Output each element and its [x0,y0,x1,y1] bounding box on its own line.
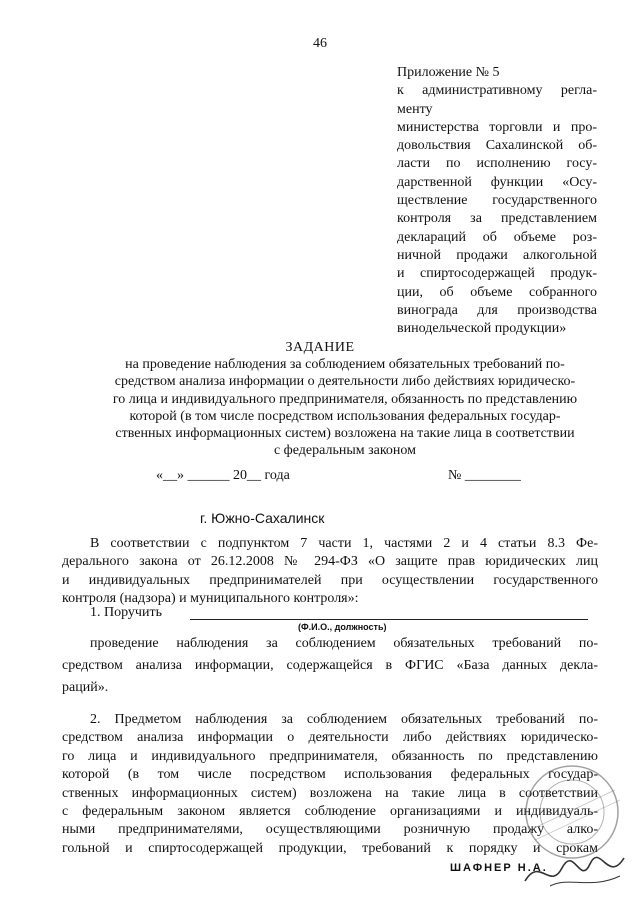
appendix-line: винограда для производства [397,302,597,318]
document-subtitle [80,356,610,460]
date-field: «__» ______ 20__ года [156,468,290,483]
appendix-line: дарственной функции «Осу- [397,174,597,190]
intro-paragraph [62,535,598,609]
appendix-line: ничной продажи алкогольной [397,247,597,263]
assignee-caption: (Ф.И.О., должность) [298,622,387,632]
page-number: 46 [313,36,327,51]
subtitle-line: средством анализа информации о деятельности либо действиях юридическо- [114,374,576,390]
appendix-title: Приложение № 5 [397,65,500,80]
text-line: дерального закона от 26.12.2008 № 294-ФЗ «О защите прав юридических лиц [62,554,598,570]
appendix-line: и спиртосодержащей продук- [397,266,597,282]
handwritten-signature [520,846,630,896]
appendix-line: деклараций об объеме роз- [397,229,597,245]
city-name: г. Южно-Сахалинск [200,510,325,526]
text-line: средством анализа информации о деятельности либо действиях юридическо- [62,730,598,746]
appendix-line: министерства торговли и про- [397,119,597,135]
subtitle-line: которой (в том числе посредством использования федеральных государ- [129,408,561,424]
appendix-line: контроля за представлением [397,211,597,227]
subtitle-line: на проведение наблюдения за соблюдением обязательных требований по- [125,357,565,372]
appendix-line: ласти по исполнению госу- [397,156,597,172]
text-line: которой (в том числе посредством использования федеральных государ- [62,767,598,783]
signature-name: ШАФНЕР Н.А. [450,862,548,874]
text-line: раций». [62,680,109,695]
text-line: гольной и спиртосодержащей продукции, требований к порядку и срокам [62,840,598,856]
appendix-line: ции, об объеме собранного [397,284,597,300]
text-line: контроля (надзора) и муниципального контроля»: [62,591,359,607]
subtitle-line: с федеральным законом [273,443,417,459]
text-line: проведение наблюдения за соблюдением обязательных требований по- [90,636,598,651]
subtitle-line: ственных информационных систем) возложена на такие лица в соответствии [115,426,575,442]
text-line: с федеральным законом является соблюдение организациями и индивидуаль- [62,804,598,820]
item1-label: 1. Поручить [90,605,162,620]
text-line: 2. Предметом наблюдения за соблюдением обязательных требований по- [90,712,598,727]
text-line: средством анализа информации, содержащейся в ФГИС «База данных декла- [62,658,598,673]
subtitle-line: го лица и индивидуального предпринимателя, обязанность по представлению [112,391,578,407]
number-field: № ________ [448,468,521,483]
appendix-line: ществление государственного [397,193,597,209]
item1-paragraph [62,633,598,699]
text-line: го лица и индивидуального предпринимателя, обязанность по представлению [62,748,598,764]
document-title: ЗАДАНИЕ [285,340,355,355]
text-line: ственных информационных систем) возложена на такие лица в соответствии [62,785,598,801]
text-line: и индивидуальных предпринимателей при осуществлении государственного [62,572,598,588]
appendix-line: винодельческой продукции» [397,321,567,337]
text-line: ными предпринимателями, осуществляющими розничную продажу алко- [62,822,598,838]
appendix-line: к административному регла- [397,83,597,99]
appendix-line: менту [397,101,433,117]
appendix-header [397,64,597,338]
appendix-line: довольствия Сахалинской об- [397,138,597,154]
text-line: В соответствии с подпунктом 7 части 1, частями 2 и 4 статьи 8.3 Фе- [90,536,598,551]
assignee-line [190,619,588,620]
